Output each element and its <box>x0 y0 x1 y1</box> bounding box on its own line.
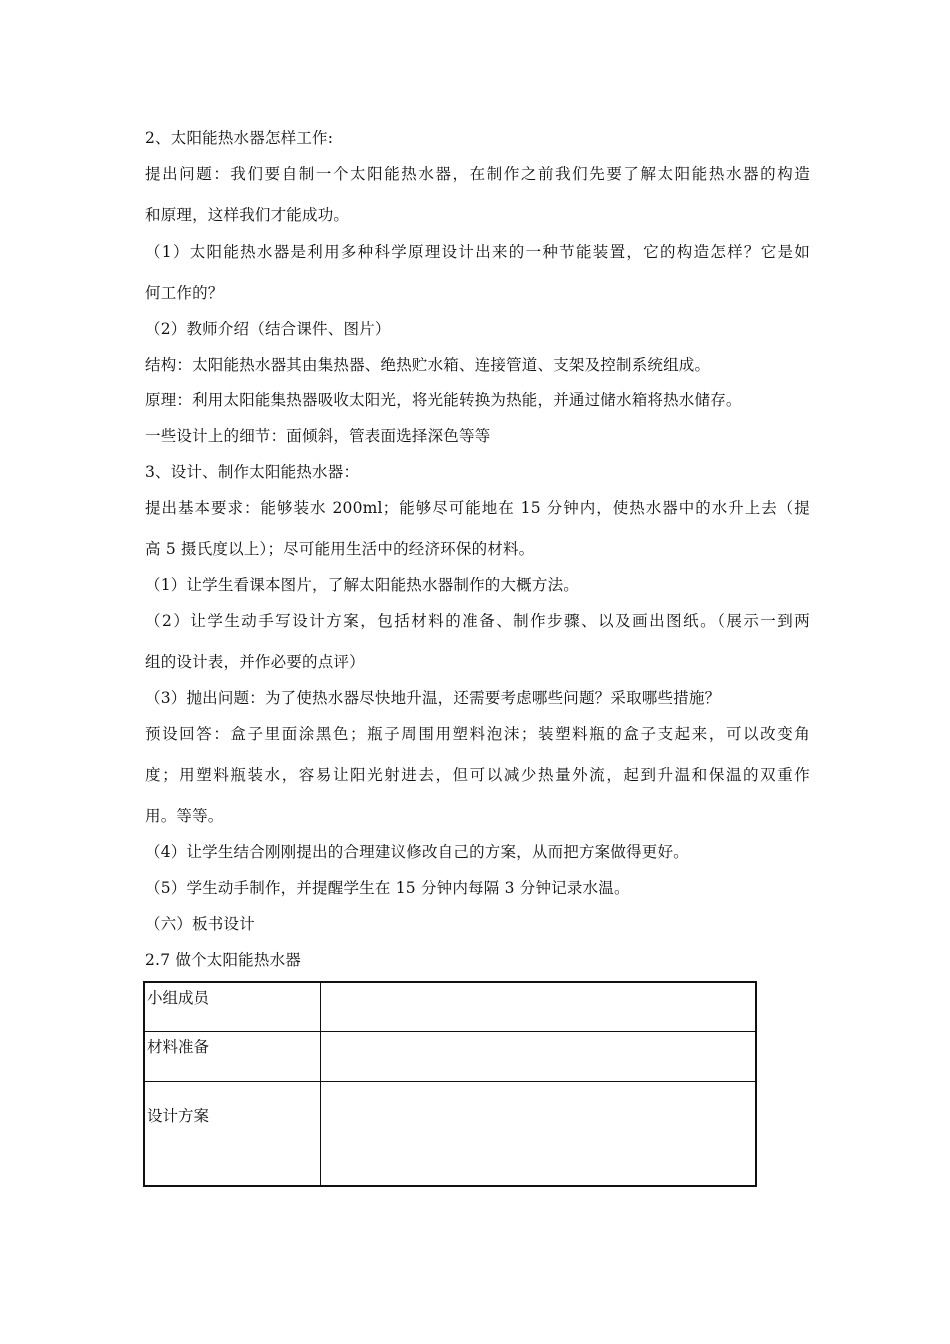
row-label-members: 小组成员 <box>144 982 321 1032</box>
row-label-materials: 材料准备 <box>144 1032 321 1082</box>
board-title: 2.7 做个太阳能热水器 <box>145 951 301 969</box>
section-heading-6: （六）板书设计 <box>145 915 255 933</box>
paragraph-line: （4）让学生结合刚刚提出的合理建议修改自己的方案，从而把方案做得更好。 <box>145 843 689 861</box>
paragraph-line: 高 5 摄氏度以上）；尽可能用生活中的经济环保的材料。 <box>145 540 535 558</box>
table-row <box>144 1082 756 1187</box>
table-row <box>144 982 756 1032</box>
row-value-materials <box>321 1032 757 1082</box>
paragraph-line: （1）让学生看课本图片，了解太阳能热水器制作的大概方法。 <box>145 576 579 594</box>
row-value-design-plan <box>321 1082 757 1187</box>
section-heading-2: 2、太阳能热水器怎样工作: <box>145 129 334 147</box>
section-heading-3: 3、设计、制作太阳能热水器： <box>145 463 360 481</box>
paragraph-line: 提出基本要求：能够装水 200ml；能够尽可能地在 15 分钟内，使热水器中的水升上去（提 <box>145 499 810 517</box>
paragraph-line: 一些设计上的细节：面倾斜，管表面选择深色等等 <box>145 427 491 445</box>
paragraph-line: （1）太阳能热水器是利用多种科学原理设计出来的一种节能装置，它的构造怎样？它是如 <box>145 243 810 261</box>
paragraph-line: 度；用塑料瓶装水，容易让阳光射进去，但可以减少热量外流，起到升温和保温的双重作 <box>145 766 810 784</box>
paragraph-line: 预设回答：盒子里面涂黑色；瓶子周围用塑料泡沫；装塑料瓶的盒子支起来，可以改变角 <box>145 725 810 743</box>
paragraph-line: （5）学生动手制作，并提醒学生在 15 分钟内每隔 3 分钟记录水温。 <box>145 879 630 897</box>
paragraph-line: 何工作的？ <box>145 284 224 302</box>
paragraph-line: （2）让学生动手写设计方案，包括材料的准备、制作步骤、以及画出图纸。（展示一到两 <box>145 612 810 630</box>
paragraph-line: 结构：太阳能热水器其由集热器、绝热贮水箱、连接管道、支架及控制系统组成。 <box>145 356 711 374</box>
row-label-design-plan: 设计方案 <box>144 1082 321 1187</box>
table-row <box>144 1032 756 1082</box>
design-table <box>143 981 757 1187</box>
row-value-members <box>321 982 757 1032</box>
paragraph-line: 提出问题：我们要自制一个太阳能热水器，在制作之前我们先要了解太阳能热水器的构造 <box>145 165 810 183</box>
paragraph-line: 组的设计表，并作必要的点评） <box>145 653 365 671</box>
paragraph-line: （2）教师介绍（结合课件、图片） <box>145 320 391 338</box>
paragraph-line: 用。等等。 <box>145 807 224 825</box>
paragraph-line: 和原理，这样我们才能成功。 <box>145 206 350 224</box>
paragraph-line: （3）抛出问题：为了使热水器尽快地升温，还需要考虑哪些问题？采取哪些措施？ <box>145 689 721 707</box>
paragraph-line: 原理：利用太阳能集热器吸收太阳光，将光能转换为热能，并通过储水箱将热水储存。 <box>145 391 742 409</box>
